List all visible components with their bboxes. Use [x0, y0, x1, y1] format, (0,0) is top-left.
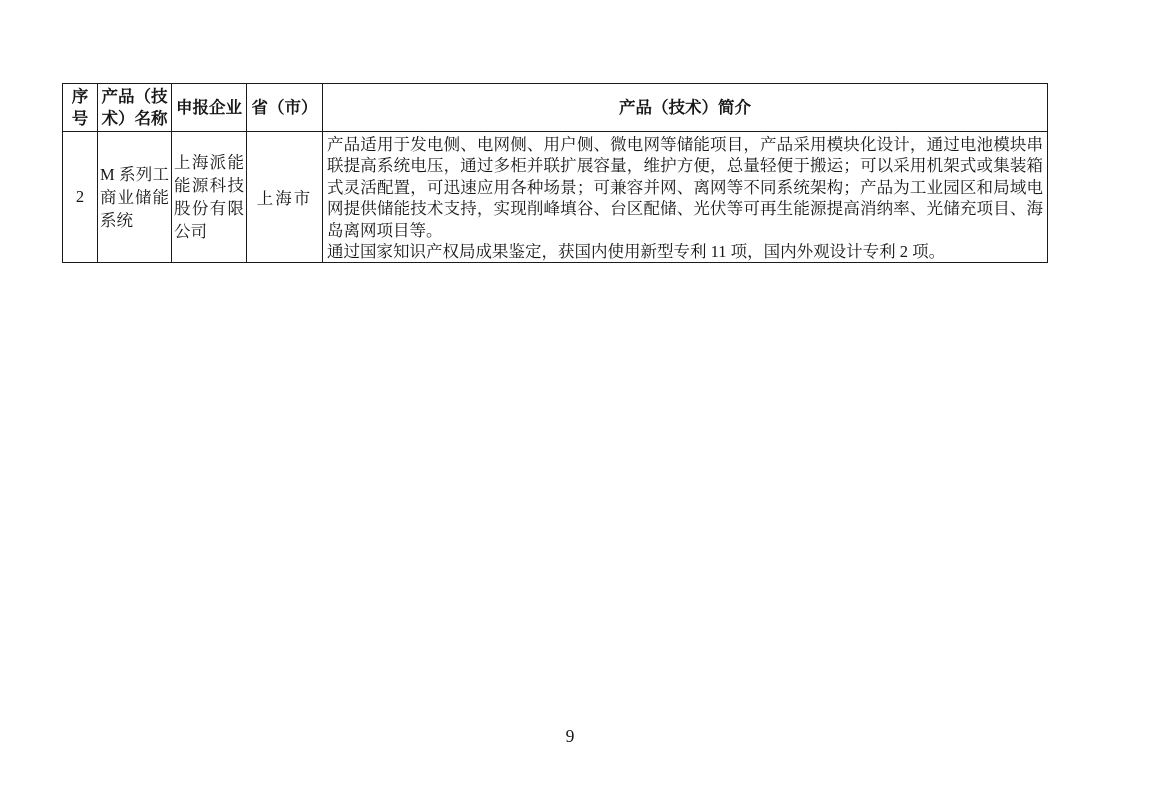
cell-company: 上海派能能源科技股份有限公司: [172, 132, 247, 263]
products-table: [62, 83, 1048, 263]
description-paragraph-1: 产品适用于发电侧、电网侧、用户侧、微电网等储能项目，产品采用模块化设计，通过电池模块串联提高系统电压，通过多柜并联扩展容量，维护方便，总量轻便于搬运；可以采用机架式或集装箱式灵活配置，可迅速应用各种场景；可兼容并网、离网等不同系统架构；产品为工业园区和局域电网提供储能技术支持，实现削峰填谷、台区配储、光伏等可再生能源提高消纳率、光储充项目、海岛离网项目等。: [327, 135, 1043, 240]
cell-product-name: M 系列工商业储能系统: [98, 132, 172, 263]
col-header-index: 序号: [63, 84, 98, 132]
cell-index: 2: [63, 132, 98, 263]
col-header-company: 申报企业: [172, 84, 247, 132]
table-row: [63, 132, 1048, 263]
col-header-product-name: 产品（技术）名称: [98, 84, 172, 132]
cell-description: [323, 132, 1048, 263]
table-header-row: [63, 84, 1048, 132]
col-header-description: 产品（技术）简介: [323, 84, 1048, 132]
cell-province: 上海市: [247, 132, 323, 263]
page-number: 9: [565, 726, 575, 746]
col-header-province: 省（市）: [247, 84, 323, 132]
description-paragraph-2: 通过国家知识产权局成果鉴定，获国内使用新型专利 11 项，国内外观设计专利 2 项。: [327, 242, 946, 262]
